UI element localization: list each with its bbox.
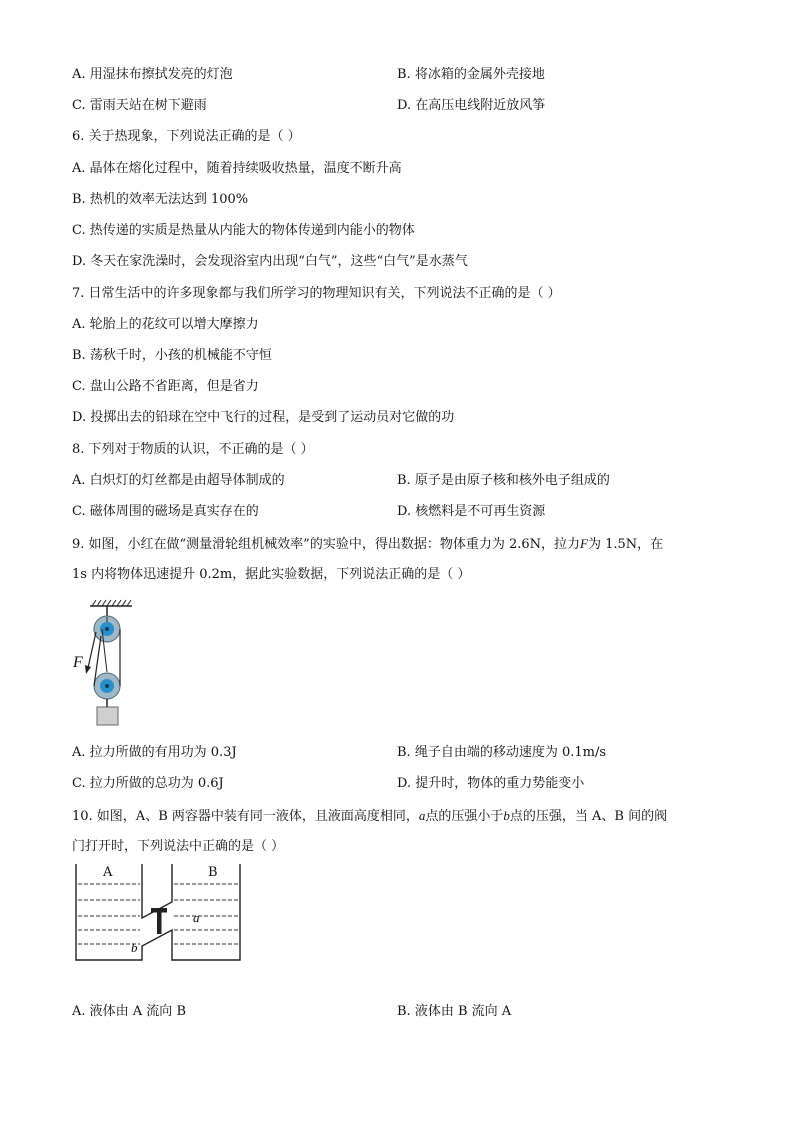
q8-stem: 8. 下列对于物质的认识，不正确的是（ ） [72,442,314,457]
q9-option-c: C. 拉力所做的总功为 0.6J [72,776,224,791]
q10-stem-var-b: b [503,808,510,823]
q5-option-d: D. 在高压电线附近放风筝 [397,98,546,113]
q8-option-d: D. 核燃料是不可再生资源 [397,504,546,519]
q10-stem-post: 点的压强，当 A、B 间的阀 [509,809,668,824]
q7-option-c: C. 盘山公路不省距离，但是省力 [72,379,259,394]
q6-option-a: A. 晶体在熔化过程中，随着持续吸收热量，温度不断升高 [72,161,402,176]
q5-option-c: C. 雷雨天站在树下避雨 [72,98,207,113]
q5-option-a: A. 用湿抹布擦拭发亮的灯泡 [72,67,233,82]
q8-option-c: C. 磁体周围的磁场是真实存在的 [72,504,259,519]
q10-stem-mid: 点的压强小于 [425,809,504,824]
q6-option-b: B. 热机的效率无法达到 100% [72,192,249,207]
q6-option-d: D. 冬天在家洗澡时，会发现浴室内出现“白气”，这些“白气”是水蒸气 [72,254,468,269]
q10-stem-var-a: a [418,808,426,823]
container-b-label: B [208,865,218,880]
q10-option-a: A. 液体由 A 流向 B [72,1004,186,1019]
q7-stem: 7. 日常生活中的许多现象都与我们所学习的物理知识有关，下列说法不正确的是（ ） [72,286,561,301]
q9-stem-var-f: F [580,536,588,551]
q5-option-b: B. 将冰箱的金属外壳接地 [397,67,545,82]
q9-option-d: D. 提升时，物体的重力势能变小 [397,776,585,791]
pulley-force-label: F [73,654,83,671]
q8-option-b: B. 原子是由原子核和核外电子组成的 [397,473,610,488]
point-b-label: b [131,940,138,955]
q7-option-a: A. 轮胎上的花纹可以增大摩擦力 [72,317,259,332]
q9-stem-line1 [72,535,663,554]
q9-stem-pre: 9. 如图，小红在做“测量滑轮组机械效率”的实验中，得出数据：物体重力为 2.6N，拉力 [72,537,581,552]
q9-stem-post: 为 1.5N，在 [587,537,664,552]
q7-option-d: D. 投掷出去的铅球在空中飞行的过程，是受到了运动员对它做的功 [72,410,455,425]
q10-stem-line2: 门打开时，下列说法中正确的是（ ） [72,839,285,854]
point-a-label: a [193,910,200,925]
q6-option-c: C. 热传递的实质是热量从内能大的物体传递到内能小的物体 [72,223,415,238]
q9-stem-line2: 1s 内将物体迅速提升 0.2m，据此实验数据，下列说法正确的是（ ） [72,567,471,582]
q9-option-b: B. 绳子自由端的移动速度为 0.1m/s [397,745,607,760]
q10-stem-pre: 10. 如图，A、B 两容器中装有同一液体，且液面高度相同， [72,809,419,824]
q9-option-a: A. 拉力所做的有用功为 0.3J [72,745,237,760]
q6-stem: 6. 关于热现象，下列说法正确的是（ ） [72,129,301,144]
q7-option-b: B. 荡秋千时，小孩的机械能不守恒 [72,348,272,363]
container-a-label: A [103,865,113,880]
q10-stem-line1 [72,807,667,826]
q8-option-a: A. 白炽灯的灯丝都是由超导体制成的 [72,473,285,488]
q10-option-b: B. 液体由 B 流向 A [397,1004,512,1019]
connected-containers-figure [72,862,244,964]
